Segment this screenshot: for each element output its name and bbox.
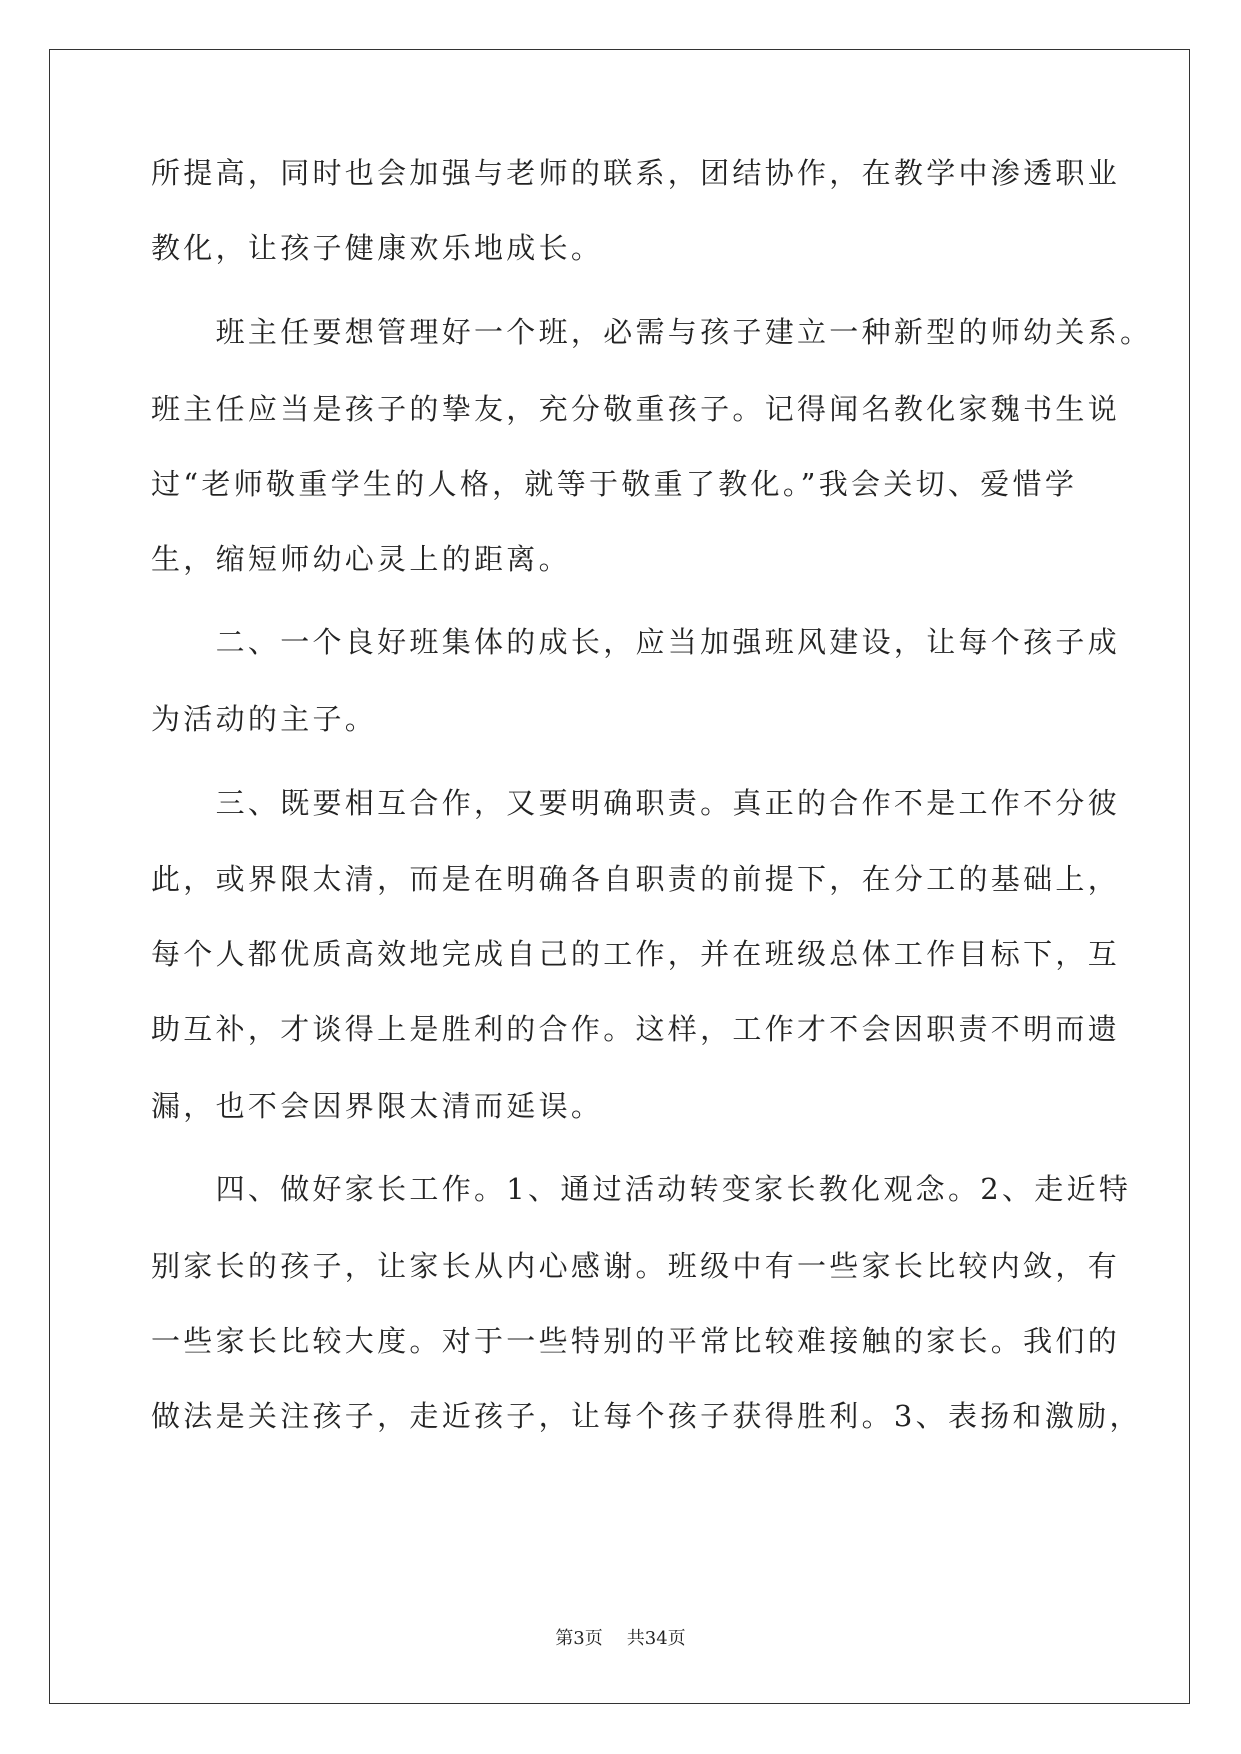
text-line: 过“老师敬重学生的人格，就等于敬重了教化。”我会关切、爱惜学 — [151, 467, 1078, 501]
text-line: 生，缩短师幼心灵上的距离。 — [151, 542, 571, 576]
text-line: 二、一个良好班集体的成长，应当加强班风建设，让每个孩子成 — [151, 625, 1121, 659]
text-line: 三、既要相互合作，又要明确职责。真正的合作不是工作不分彼 — [151, 786, 1121, 820]
text-line: 别家长的孩子，让家长从内心感谢。班级中有一些家长比较内敛，有 — [151, 1249, 1121, 1283]
text-line: 班主任要想管理好一个班，必需与孩子建立一种新型的师幼关系。 — [151, 315, 1153, 349]
text-line: 做法是关注孩子，走近孩子，让每个孩子获得胜利。3、表扬和激励， — [151, 1399, 1142, 1433]
text-line: 教化，让孩子健康欢乐地成长。 — [151, 231, 604, 265]
text-line: 每个人都优质高效地完成自己的工作，并在班级总体工作目标下，互 — [151, 937, 1121, 971]
text-line: 所提高，同时也会加强与老师的联系，团结协作，在教学中渗透职业 — [151, 156, 1121, 190]
page-total: 共34页 — [626, 1628, 686, 1649]
text-line: 漏，也不会因界限太清而延误。 — [151, 1089, 604, 1123]
text-line: 助互补，才谈得上是胜利的合作。这样，工作才不会因职责不明而遗 — [151, 1012, 1121, 1046]
text-line: 一些家长比较大度。对于一些特别的平常比较难接触的家长。我们的 — [151, 1324, 1121, 1358]
text-line: 此，或界限太清，而是在明确各自职责的前提下，在分工的基础上， — [151, 862, 1121, 896]
page-number: 第3页 — [555, 1628, 603, 1649]
text-line: 班主任应当是孩子的挚友，充分敬重孩子。记得闻名教化家魏书生说 — [151, 392, 1121, 426]
text-line: 为活动的主子。 — [151, 702, 378, 736]
text-line: 四、做好家长工作。1、通过活动转变家长教化观念。2、走近特 — [151, 1172, 1132, 1206]
page-footer — [0, 1627, 1241, 1651]
